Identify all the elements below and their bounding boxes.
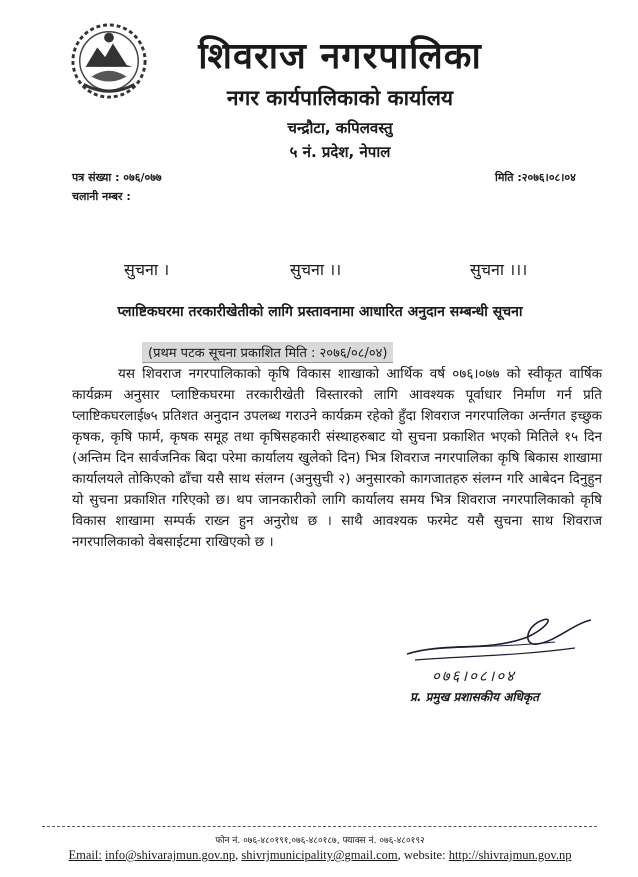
notice-label-3: सुचना ।।। (470, 260, 528, 279)
signature-date: ०७६।०८।०४ (432, 667, 516, 685)
email-link-2[interactable]: shivrjmunicipality@gmail.com (241, 848, 398, 862)
email-label: Email: (68, 848, 102, 862)
officer-title: प्र. प्रमुख प्रशासकीय अधिकृत (410, 690, 539, 704)
office-title: शिवराज नगरपालिका (198, 36, 482, 77)
address-line-1: चन्द्रौटा, कपिलवस्तु (287, 119, 393, 137)
nepal-emblem-icon (70, 22, 148, 100)
reference-number: पत्र संख्या : ०७६/०७७ (72, 171, 162, 184)
notice-heading: प्लाष्टिकघरमा तरकारीखेतीको लागि प्रस्तावनामा आधारित अनुदान सम्बन्धी सूचना (117, 304, 523, 320)
published-date: (प्रथम पटक सूचना प्रकाशित मिति : २०७६/०८/०४) (142, 342, 393, 363)
email-link-1[interactable]: info@shivarajmun.gov.np (104, 848, 236, 862)
notice-label-1: सुचना । (124, 260, 170, 279)
address-line-2: ५ नं. प्रदेश, नेपाल (289, 143, 391, 161)
footer-divider (42, 826, 597, 827)
notice-label-2: सुचना ।। (290, 260, 342, 279)
notice-body: यस शिवराज नगरपालिकाको कृषि विकास शाखाको आर्थिक वर्ष ०७६।०७७ को स्वीकृत वार्षिक कार्यक्रम अनुसार प्लाष्टिकघरमा तरकारीखेती विस्तारको लागि आवश्यक पूर्वाधार निर्माण गर्न प्रति प्लाष्टिकघरलाई७५ प्रतिशत अनुदान उपलब्ध गराउने कार्यक्रम रहेको हुँदा शिवराज नगरपालिका अर्न्तगत इच्छुक कृषक, कृषि फार्म, कृषक समूह तथा कृषिसहकारी संस्थाहरुबाट यो सुचना प्रकाशित भएको मितिले १५ दिन (अन्तिम दिन सार्वजनिक बिदा परेमा कार्यालय खुलेको दिन) भित्र शिवराज नगरपालिका कृषि बिकास शाखामा कार्यालयले तोकिएको ढाँचा यसै साथ संलग्न (अनुसुची २) अनुसारको कागजातहरु संलग्न गरि आबेदन दिनुहुन यो सुचना प्रकाशित गरिएको छ। थप जानकारीको लागि कार्यालय समय भित्र शिवराज नगरपालिकाको कृषि विकास शाखामा सम्पर्क राख्न हुन अनुरोध छ । साथै आवश्यक फरमेट यसै सुचना साथ शिवराज नगरपालिकाको वेबसाईटमा राखिएको छ । (72, 366, 602, 550)
letter-date: मिति :२०७६।०८।०४ (495, 171, 576, 184)
website-link[interactable]: http://shivrajmun.gov.np (448, 848, 572, 862)
footer-contact (40, 848, 600, 863)
separator-2: , website: (397, 848, 446, 862)
office-subtitle: नगर कार्यपालिकाको कार्यालय (226, 86, 454, 110)
separator-1: , (235, 848, 239, 862)
dispatch-number: चलानी नम्बर : (72, 190, 131, 203)
footer-phone: फोन नं. ०७६-४८०१९१,०७६-४८०१८७, फ्याक्स नं. ०७६-४८०१९२ (215, 836, 425, 846)
